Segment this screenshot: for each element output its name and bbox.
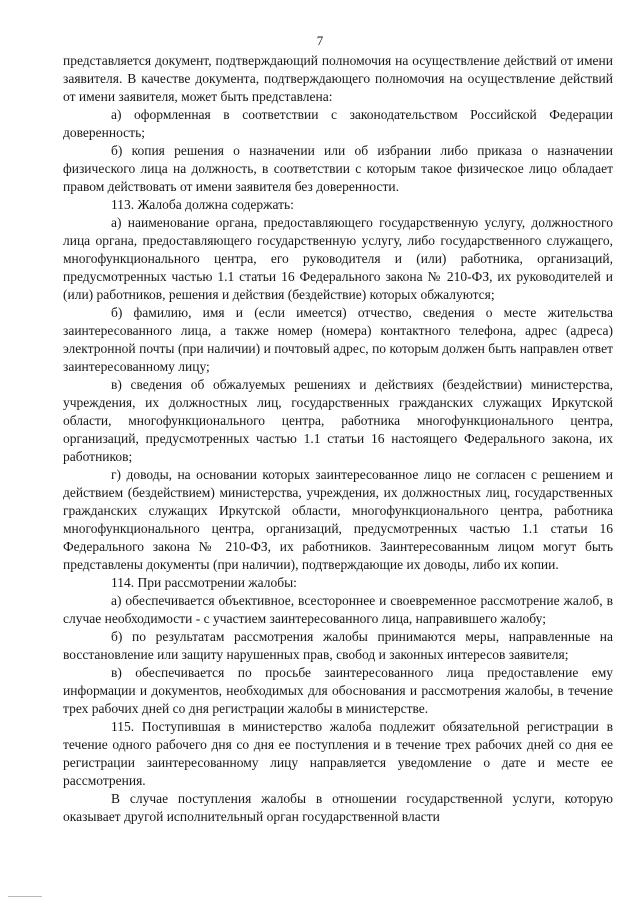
paragraph: б) копия решения о назначении или об избрании либо приказа о назначении физического лица на должность, в соответствии с которым такое физическое лицо обладает правом действовать от имени заявителя без доверенности.	[63, 143, 613, 194]
paragraph: 114. При рассмотрении жалобы:	[111, 575, 297, 590]
paragraph: 115. Поступившая в министерство жалоба подлежит обязательной регистрации в течение одного рабочего дня со дня ее поступления и в течение трех рабочих дней со дня ее регистрации заинтересованному лицу направляется уведомление о дате и месте ее рассмотрения.	[63, 719, 613, 788]
paragraph: 113. Жалоба должна содержать:	[111, 197, 294, 212]
paragraph: а) обеспечивается объективное, всестороннее и своевременное рассмотрение жалоб, в случае необходимости - с участием заинтересованного лица, направившего жалобу;	[63, 593, 613, 626]
paragraph: В случае поступления жалобы в отношении государственной услуги, которую оказывает другой исполнительный орган государственной власти	[63, 791, 613, 824]
paragraph: г) доводы, на основании которых заинтересованное лицо не согласен с решением и действием (бездействием) министерства, учреждения, их должностных лиц, государственных гражданских служащих Иркутской области, многофункционального центра, работника многофункционального центра, организаций, предусмотренных частью 1.1 статьи 16 Федерального закона № 210-ФЗ, их работников. Заинтересованным лицом могут быть представлены документы (при наличии), подтверждающие их доводы, либо их копии.	[63, 467, 613, 572]
page-number: 7	[316, 33, 324, 48]
paragraph: а) наименование органа, предоставляющего государственную услугу, должностного лица органа, предоставляющего государственную услугу, либо государственного служащего, многофункционального центра, его руководителя и (или) работника, организаций, предусмотренных частью 1.1 статьи 16 Федерального закона № 210-ФЗ, их руководителей и (или) работников, решения и действия (бездействие) которых обжалуются;	[63, 215, 613, 302]
paragraph: в) обеспечивается по просьбе заинтересованного лица предоставление ему информации и документов, необходимых для обоснования и рассмотрения жалобы, в течение трех рабочих дней со дня регистрации жалобы в министерстве.	[63, 665, 613, 716]
paragraph: б) по результатам рассмотрения жалобы принимаются меры, направленные на восстановление или защиту нарушенных прав, свобод и законных интересов заявителя;	[63, 629, 613, 662]
document-body	[63, 52, 613, 826]
paragraph: в) сведения об обжалуемых решениях и действиях (бездействии) министерства, учреждения, их должностных лиц, государственных гражданских служащих Иркутской области, многофункционального центра, работника многофункционального центра, организаций, предусмотренных частью 1.1 статьи 16 настоящего Федерального закона, их работников;	[63, 377, 613, 464]
scan-artifact-line	[8, 896, 42, 897]
paragraph: б) фамилию, имя и (если имеется) отчество, сведения о месте жительства заинтересованного лица, а также номер (номера) контактного телефона, адрес (адреса) электронной почты (при наличии) и почтовый адрес, по которым должен быть направлен ответ заинтересованному лицу;	[63, 305, 613, 374]
paragraph: представляется документ, подтверждающий полномочия на осуществление действий от имени заявителя. В качестве документа, подтверждающего полномочия на осуществление действий от имени заявителя, может быть представлена:	[63, 53, 613, 104]
paragraph: а) оформленная в соответствии с законодательством Российской Федерации доверенность;	[63, 107, 613, 140]
